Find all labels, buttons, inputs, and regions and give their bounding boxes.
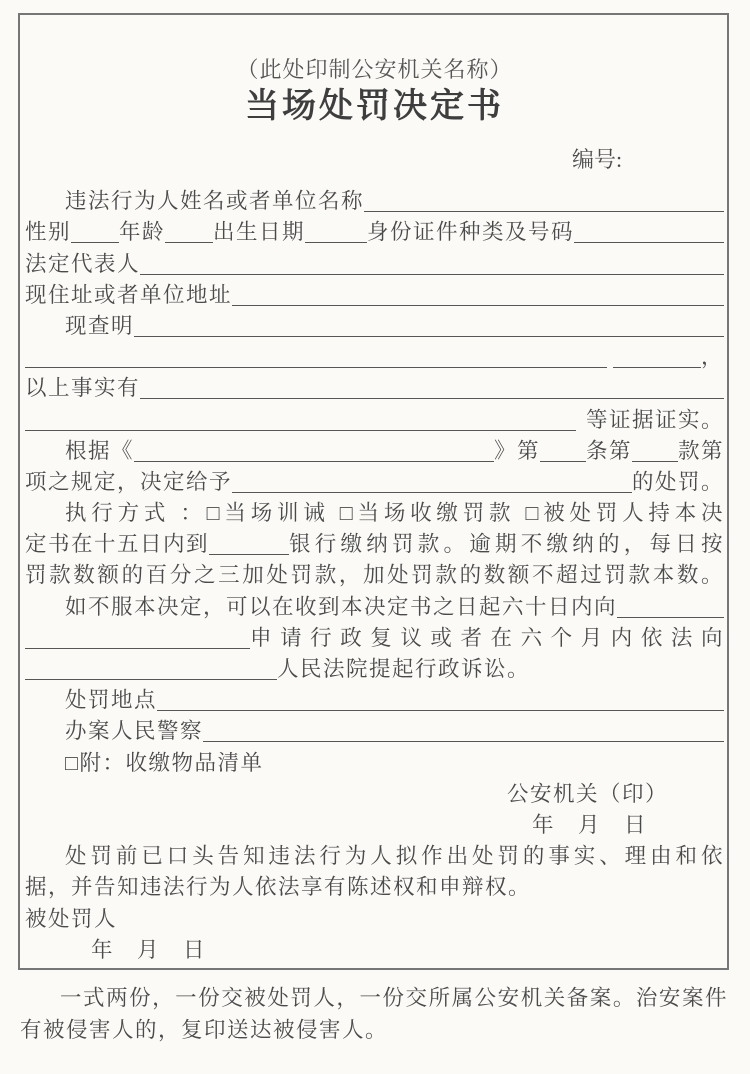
legal-rep-row — [25, 247, 724, 278]
bank-prefix-label: 定书在十五日内到 — [25, 532, 210, 557]
attachment-checkbox-line: □附：收缴物品清单 — [65, 750, 264, 775]
punished-person-row — [25, 902, 724, 933]
execution-method-row — [25, 497, 724, 528]
legal-rep-blank — [140, 274, 724, 275]
decision-prefix-label: 项之规定，决定给予 — [25, 469, 233, 494]
id-type-label: 身份证件种类及号码 — [367, 220, 575, 245]
appeal-intro-row — [25, 590, 724, 621]
gender-blank — [71, 242, 119, 243]
evidence-continuation-row — [25, 403, 724, 434]
footnote-line-1: 一式两份，一份交被处罚人，一份交所属公安机关备案。治安案件 — [60, 986, 728, 1010]
evidence-blank-1 — [140, 398, 724, 399]
punishment-place-label: 处罚地点 — [65, 688, 158, 713]
birth-date-label: 出生日期 — [213, 220, 306, 245]
decision-row — [25, 466, 724, 497]
officer-blank — [203, 741, 724, 742]
late-fee-line: 罚款数额的百分之三加处罚款，加处罚款的数额不超过罚款本数。 — [25, 563, 724, 588]
address-row — [25, 279, 724, 310]
offender-name-row — [25, 185, 724, 216]
footnote-line-2: 有被侵害人的，复印送达被侵害人。 — [20, 1018, 389, 1042]
law-name-blank — [134, 461, 494, 462]
basis-item-label: 款第 — [677, 438, 724, 463]
officer-row — [25, 715, 724, 746]
findings-comma: ， — [700, 345, 724, 370]
gender-label: 性别 — [25, 220, 72, 245]
notice-row-1 — [25, 840, 724, 871]
form-body — [25, 185, 724, 965]
document-frame — [18, 13, 729, 970]
evidence-intro-label: 以上事实有 — [25, 376, 141, 401]
appeal-court-row — [25, 653, 724, 684]
decision-suffix-label: 的处罚。 — [631, 469, 724, 494]
basis-clause-label: 条第 — [585, 438, 632, 463]
late-fee-row — [25, 559, 724, 590]
basis-prefix-label: 根据《 — [65, 438, 135, 463]
age-label: 年龄 — [119, 220, 166, 245]
appeal-review-row — [25, 622, 724, 653]
seal-date-label: 年 月 日 — [532, 812, 648, 837]
evidence-row — [25, 372, 724, 403]
bank-name-blank — [209, 554, 289, 555]
article-number-blank — [540, 461, 586, 462]
punishment-place-row — [25, 684, 724, 715]
findings-blank-2 — [25, 367, 607, 368]
offender-name-label: 违法行为人姓名或者单位名称 — [65, 189, 365, 214]
agency-seal-label: 公安机关（印） — [507, 781, 669, 806]
age-blank — [165, 242, 213, 243]
attachment-row — [25, 746, 724, 777]
officer-label: 办案人民警察 — [65, 719, 204, 744]
identity-row — [25, 216, 724, 247]
appeal-intro-label: 如不服本决定，可以在收到本决定书之日起六十日内向 — [65, 594, 618, 619]
notice-row-2 — [25, 871, 724, 902]
page-title: 当场处罚决定书 — [245, 88, 504, 125]
seal-date-row — [25, 809, 724, 840]
address-label: 现住址或者单位地址 — [25, 282, 233, 307]
address-blank — [232, 305, 724, 306]
review-organ-blank-2 — [25, 648, 250, 649]
appeal-review-label: 申请行政复议或者在六个月内依法向 — [250, 625, 724, 650]
legal-rep-label: 法定代表人 — [25, 251, 141, 276]
notice-line-1: 处罚前已口头告知违法行为人拟作出处罚的事实、理由和依 — [65, 844, 724, 869]
sign-date-label: 年 月 日 — [91, 937, 207, 962]
serial-number-label: 编号: — [572, 147, 623, 172]
sign-date-row — [25, 934, 724, 965]
distribution-footnote — [20, 983, 728, 1046]
birth-date-blank — [305, 242, 367, 243]
basis-article-label: 》第 — [493, 438, 540, 463]
penalty-blank — [232, 492, 632, 493]
notice-line-2: 据，并告知违法行为人依法享有陈述权和申辩权。 — [25, 875, 532, 900]
execution-method-line: 执行方式 ：□当场训诫 □当场收缴罚款 □被处罚人持本决 — [65, 501, 724, 526]
court-name-blank — [25, 679, 277, 680]
evidence-blank-2 — [25, 430, 576, 431]
agency-name-note: （此处印制公安机关名称） — [236, 57, 513, 82]
review-organ-blank-1 — [617, 617, 724, 618]
findings-blank-1 — [134, 336, 724, 337]
id-number-blank — [574, 242, 724, 243]
clause-number-blank — [632, 461, 678, 462]
findings-row — [25, 310, 724, 341]
offender-name-blank — [364, 211, 724, 212]
bank-suffix-label: 银行缴纳罚款。逾期不缴纳的，每日按 — [289, 532, 724, 557]
findings-continuation-row — [25, 341, 724, 372]
punishment-place-blank — [157, 710, 724, 711]
agency-seal-row — [25, 778, 724, 809]
punished-person-label: 被处罚人 — [25, 906, 118, 931]
evidence-suffix-label: 等证据证实。 — [585, 407, 724, 432]
appeal-court-label: 人民法院提起行政诉讼。 — [277, 657, 531, 681]
findings-blank-3 — [613, 367, 701, 368]
bank-payment-row — [25, 528, 724, 559]
legal-basis-row — [25, 435, 724, 466]
findings-label: 现查明 — [65, 313, 135, 338]
